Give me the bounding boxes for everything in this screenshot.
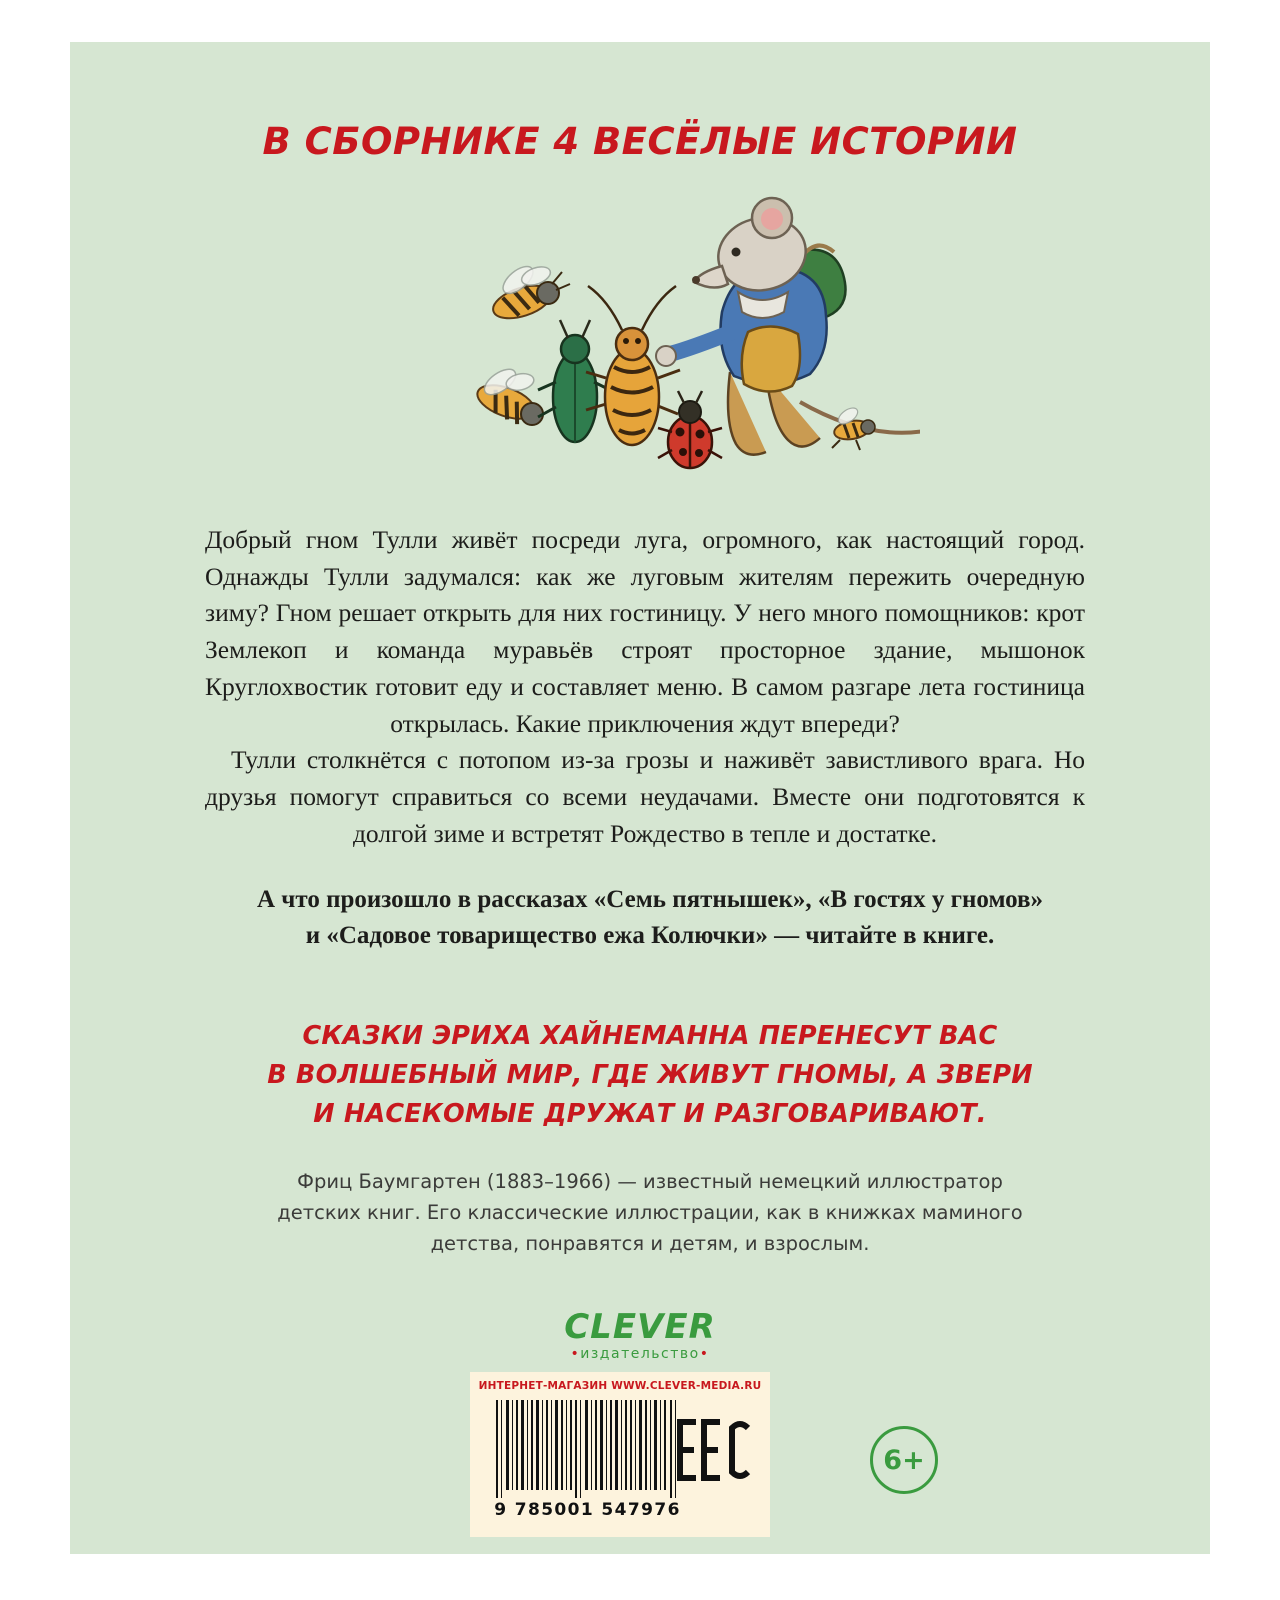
stories-note-line-1: А что произошло в рассказах «Семь пятнышек», «В гостях у гномов» [256, 886, 1044, 913]
bee-icon-right [832, 405, 875, 450]
eac-mark-icon [674, 1416, 754, 1484]
description-paragraph-1: Добрый гном Тулли живёт посреди луга, огромного, как настоящий город. Однажды Тулли задумался: как же луговым жителям пережить очередную зиму? Гном решает открыть для них гостиницу. У него много помощников: крот Землекоп и команда муравьёв строят просторное здание, мышонок Круглохвостик готовит еду и составляет меню. В самом разгаре лета гостиница открылась. Какие приключения ждут впереди? [205, 525, 1085, 738]
online-shop-line: ИНТЕРНЕТ-МАГАЗИН WWW.CLEVER-MEDIA.RU [478, 1380, 762, 1392]
illustrator-bio-line-2: детских книг. Его классические иллюстрации, как в книжках маминого [277, 1200, 1023, 1224]
tagline-line-3: И НАСЕКОМЫЕ ДРУЖАТ И РАЗГОВАРИВАЮТ. [313, 1098, 987, 1129]
page-title: В СБОРНИКЕ 4 ВЕСЁЛЫЕ ИСТОРИИ [262, 120, 1018, 163]
cover-panel [70, 42, 1210, 1554]
illustrator-bio-line-1: Фриц Баумгартен (1883–1966) — известный немецкий иллюстратор [297, 1170, 1003, 1193]
publisher-logo [70, 1307, 1210, 1362]
publisher-name: CLEVER [564, 1307, 716, 1347]
tagline-line-1: СКАЗКИ ЭРИХА ХАЙНЕМАННА ПЕРЕНЕСУТ ВАС [302, 1021, 998, 1051]
barcode-block [470, 1372, 770, 1537]
ladybug-icon [658, 391, 722, 468]
isbn-number: 9 785001 547976 [494, 1500, 681, 1520]
age-rating-badge: 6+ [870, 1426, 938, 1494]
green-beetle-icon [538, 320, 610, 443]
bee-icon-top [489, 262, 570, 325]
description-paragraph-2: Тулли столкнётся с потопом из-за грозы и наживёт завистливого врага. Но друзья помогут справиться со всеми неудачами. Вместе они подготовятся к долгой зиме и встретят Рождество в тепле и достатке. [205, 745, 1085, 848]
barcode-bars [494, 1400, 679, 1498]
tagline [205, 1017, 1095, 1133]
illustrator-bio [250, 1167, 1050, 1259]
logo-dot-left: • [570, 1346, 581, 1362]
bee-icon-left [473, 364, 543, 425]
stories-note-line-2: и «Садовое товарищество ежа Колючки» — читайте в книге. [305, 922, 995, 950]
logo-dot-right: • [699, 1346, 710, 1362]
tagline-line-2: В ВОЛШЕБНЫЙ МИР, ГДЕ ЖИВУТ ГНОМЫ, А ЗВЕРИ [267, 1059, 1033, 1090]
illustrator-bio-line-3: детства, понравятся и детям, и взрослым. [430, 1231, 870, 1255]
publisher-subtitle [70, 1346, 1210, 1362]
book-description [205, 522, 1085, 852]
stories-note [205, 882, 1095, 955]
mouse-with-insects-illustration [400, 192, 920, 492]
publisher-subtitle-text: издательство [580, 1346, 700, 1362]
